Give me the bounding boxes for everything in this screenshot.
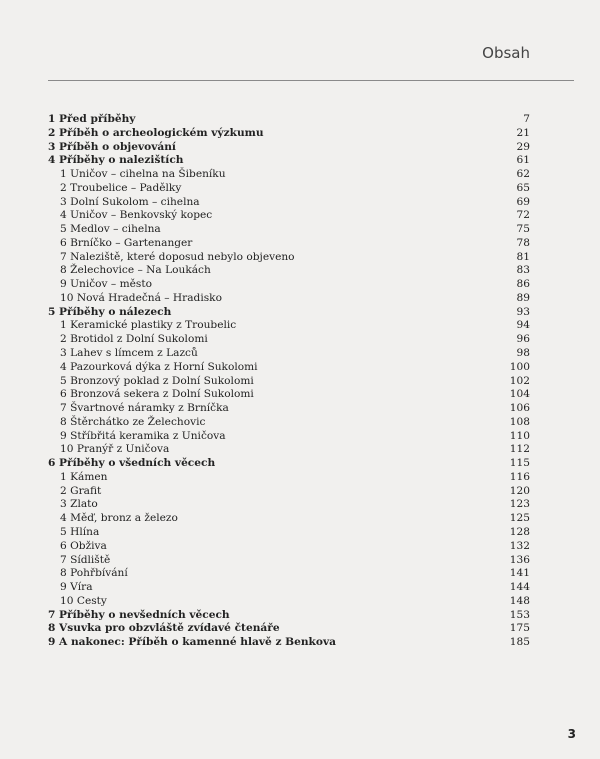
toc-entry-page: 115: [509, 457, 530, 470]
toc-entry-title: 8 Štěrchátko ze Želechovic: [60, 415, 206, 428]
toc-entry-page: 153: [509, 608, 530, 621]
toc-entry-title: 3 Lahev s límcem z Lazců: [60, 347, 198, 360]
page-header: Obsah: [482, 44, 530, 62]
toc-entry-title: 1 Uničov – cihelna na Šibeníku: [60, 168, 226, 181]
toc-entry-page: 94: [516, 319, 530, 332]
toc-entry-title: 6 Obživa: [60, 539, 107, 552]
toc-entry-title: 10 Nová Hradečná – Hradisko: [60, 291, 222, 304]
toc-entry-title: 4 Příběhy o nalezištích: [48, 154, 184, 167]
toc-entry-page: 106: [509, 402, 530, 415]
toc-subentry-row: [48, 292, 530, 306]
toc-subentry-row: [48, 526, 530, 540]
toc-subentry-row: [48, 251, 530, 265]
toc-entry-title: 5 Medlov – cihelna: [60, 223, 161, 236]
toc-entry-title: 9 Stříbřitá keramika z Uničova: [60, 429, 226, 442]
toc-entry-title: 10 Cesty: [60, 594, 107, 607]
toc-subentry-row: [48, 333, 530, 347]
toc-subentry-row: [48, 416, 530, 430]
toc-entry-page: 141: [509, 567, 530, 580]
toc-entry-title: 7 Naleziště, které doposud nebylo objeveno: [60, 250, 295, 263]
toc-entry-page: 144: [509, 581, 530, 594]
toc-subentry-row: [48, 375, 530, 389]
toc-entry-page: 98: [516, 347, 530, 360]
toc-entry-page: 86: [516, 278, 530, 291]
toc-subentry-row: [48, 595, 530, 609]
toc-entry-title: 6 Brníčko – Gartenanger: [60, 236, 193, 249]
toc-entry-title: 6 Bronzová sekera z Dolní Sukolomi: [60, 388, 254, 401]
toc-entry-title: 5 Bronzový poklad z Dolní Sukolomi: [60, 374, 254, 387]
toc-entry-title: 1 Keramické plastiky z Troubelic: [60, 319, 237, 332]
toc-subentry-row: [48, 264, 530, 278]
toc-subentry-row: [48, 471, 530, 485]
toc-chapter-row: [48, 636, 530, 650]
toc-entry-page: 128: [509, 525, 530, 538]
toc-entry-title: 3 Zlato: [60, 498, 98, 511]
toc-subentry-row: [48, 209, 530, 223]
toc-entry-page: 104: [509, 388, 530, 401]
toc-entry-page: 185: [509, 636, 530, 649]
toc-entry-page: 148: [509, 594, 530, 607]
toc-entry-page: 108: [509, 415, 530, 428]
toc-subentry-row: [48, 581, 530, 595]
toc-entry-page: 125: [509, 512, 530, 525]
toc-subentry-row: [48, 347, 530, 361]
toc-subentry-row: [48, 388, 530, 402]
toc-entry-title: 8 Vsuvka pro obzvláště zvídavé čtenáře: [48, 622, 280, 635]
toc-subentry-row: [48, 278, 530, 292]
toc-entry-title: 3 Dolní Sukolom – cihelna: [60, 195, 200, 208]
toc-entry-page: 62: [516, 168, 530, 181]
toc-entry-page: 69: [516, 195, 530, 208]
toc-subentry-row: [48, 512, 530, 526]
toc-entry-page: 120: [509, 484, 530, 497]
toc-entry-title: 8 Pohřbívání: [60, 567, 128, 580]
toc-subentry-row: [48, 485, 530, 499]
header-rule: [48, 80, 574, 81]
toc-entry-title: 4 Měď, bronz a železo: [60, 512, 178, 525]
toc-entry-page: 102: [509, 374, 530, 387]
toc-subentry-row: [48, 402, 530, 416]
toc-entry-page: 175: [509, 622, 530, 635]
toc-entry-title: 2 Příběh o archeologickém výzkumu: [48, 126, 264, 139]
toc-subentry-row: [48, 196, 530, 210]
toc-entry-title: 2 Brotidol z Dolní Sukolomi: [60, 333, 208, 346]
toc-entry-page: 61: [516, 154, 530, 167]
toc-entry-title: 7 Švartnové náramky z Brníčka: [60, 402, 229, 415]
toc-chapter-row: [48, 154, 530, 168]
toc-entry-title: 9 Víra: [60, 581, 93, 594]
toc-chapter-row: [48, 141, 530, 155]
table-of-contents: [48, 113, 530, 650]
toc-entry-title: 2 Troubelice – Padělky: [60, 181, 182, 194]
toc-entry-page: 29: [516, 140, 530, 153]
toc-entry-page: 21: [516, 126, 530, 139]
toc-entry-page: 72: [516, 209, 530, 222]
toc-chapter-row: [48, 609, 530, 623]
toc-entry-page: 100: [509, 360, 530, 373]
toc-subentry-row: [48, 182, 530, 196]
toc-entry-page: 112: [509, 443, 530, 456]
toc-entry-title: 7 Příběhy o nevšedních věcech: [48, 608, 230, 621]
toc-chapter-row: [48, 622, 530, 636]
toc-subentry-row: [48, 430, 530, 444]
toc-subentry-row: [48, 237, 530, 251]
toc-entry-title: 5 Hlína: [60, 525, 100, 538]
toc-chapter-row: [48, 306, 530, 320]
toc-entry-title: 6 Příběhy o všedních věcech: [48, 457, 216, 470]
toc-entry-page: 65: [516, 181, 530, 194]
page-number: 3: [567, 727, 576, 741]
toc-subentry-row: [48, 498, 530, 512]
toc-subentry-row: [48, 443, 530, 457]
toc-entry-page: 116: [509, 470, 530, 483]
toc-entry-page: 81: [516, 250, 530, 263]
toc-entry-page: 89: [516, 291, 530, 304]
toc-subentry-row: [48, 361, 530, 375]
toc-entry-page: 123: [509, 498, 530, 511]
toc-chapter-row: [48, 127, 530, 141]
toc-subentry-row: [48, 540, 530, 554]
toc-entry-page: 83: [516, 264, 530, 277]
toc-entry-title: 10 Pranýř z Uničova: [60, 443, 170, 456]
toc-entry-title: 1 Kámen: [60, 470, 108, 483]
toc-entry-page: 7: [523, 113, 530, 125]
toc-entry-page: 136: [509, 553, 530, 566]
toc-entry-page: 110: [509, 429, 530, 442]
toc-entry-title: 4 Uničov – Benkovský kopec: [60, 209, 213, 222]
toc-entry-title: 9 Uničov – město: [60, 278, 152, 291]
toc-entry-page: 132: [509, 539, 530, 552]
toc-chapter-row: [48, 457, 530, 471]
toc-subentry-row: [48, 168, 530, 182]
toc-entry-title: 9 A nakonec: Příběh o kamenné hlavě z Benkova: [48, 636, 336, 649]
toc-entry-title: 1 Před příběhy: [48, 113, 136, 125]
toc-entry-title: 5 Příběhy o nálezech: [48, 305, 172, 318]
toc-entry-page: 93: [516, 305, 530, 318]
toc-subentry-row: [48, 554, 530, 568]
toc-chapter-row: [48, 113, 530, 127]
toc-entry-title: 3 Příběh o objevování: [48, 140, 176, 153]
toc-entry-title: 4 Pazourková dýka z Horní Sukolomi: [60, 360, 258, 373]
toc-entry-title: 2 Grafit: [60, 484, 102, 497]
toc-subentry-row: [48, 223, 530, 237]
toc-entry-page: 96: [516, 333, 530, 346]
toc-entry-page: 78: [516, 236, 530, 249]
toc-subentry-row: [48, 319, 530, 333]
toc-entry-page: 75: [516, 223, 530, 236]
toc-entry-title: 8 Želechovice – Na Loukách: [60, 264, 211, 277]
toc-entry-title: 7 Sídliště: [60, 553, 111, 566]
toc-subentry-row: [48, 567, 530, 581]
